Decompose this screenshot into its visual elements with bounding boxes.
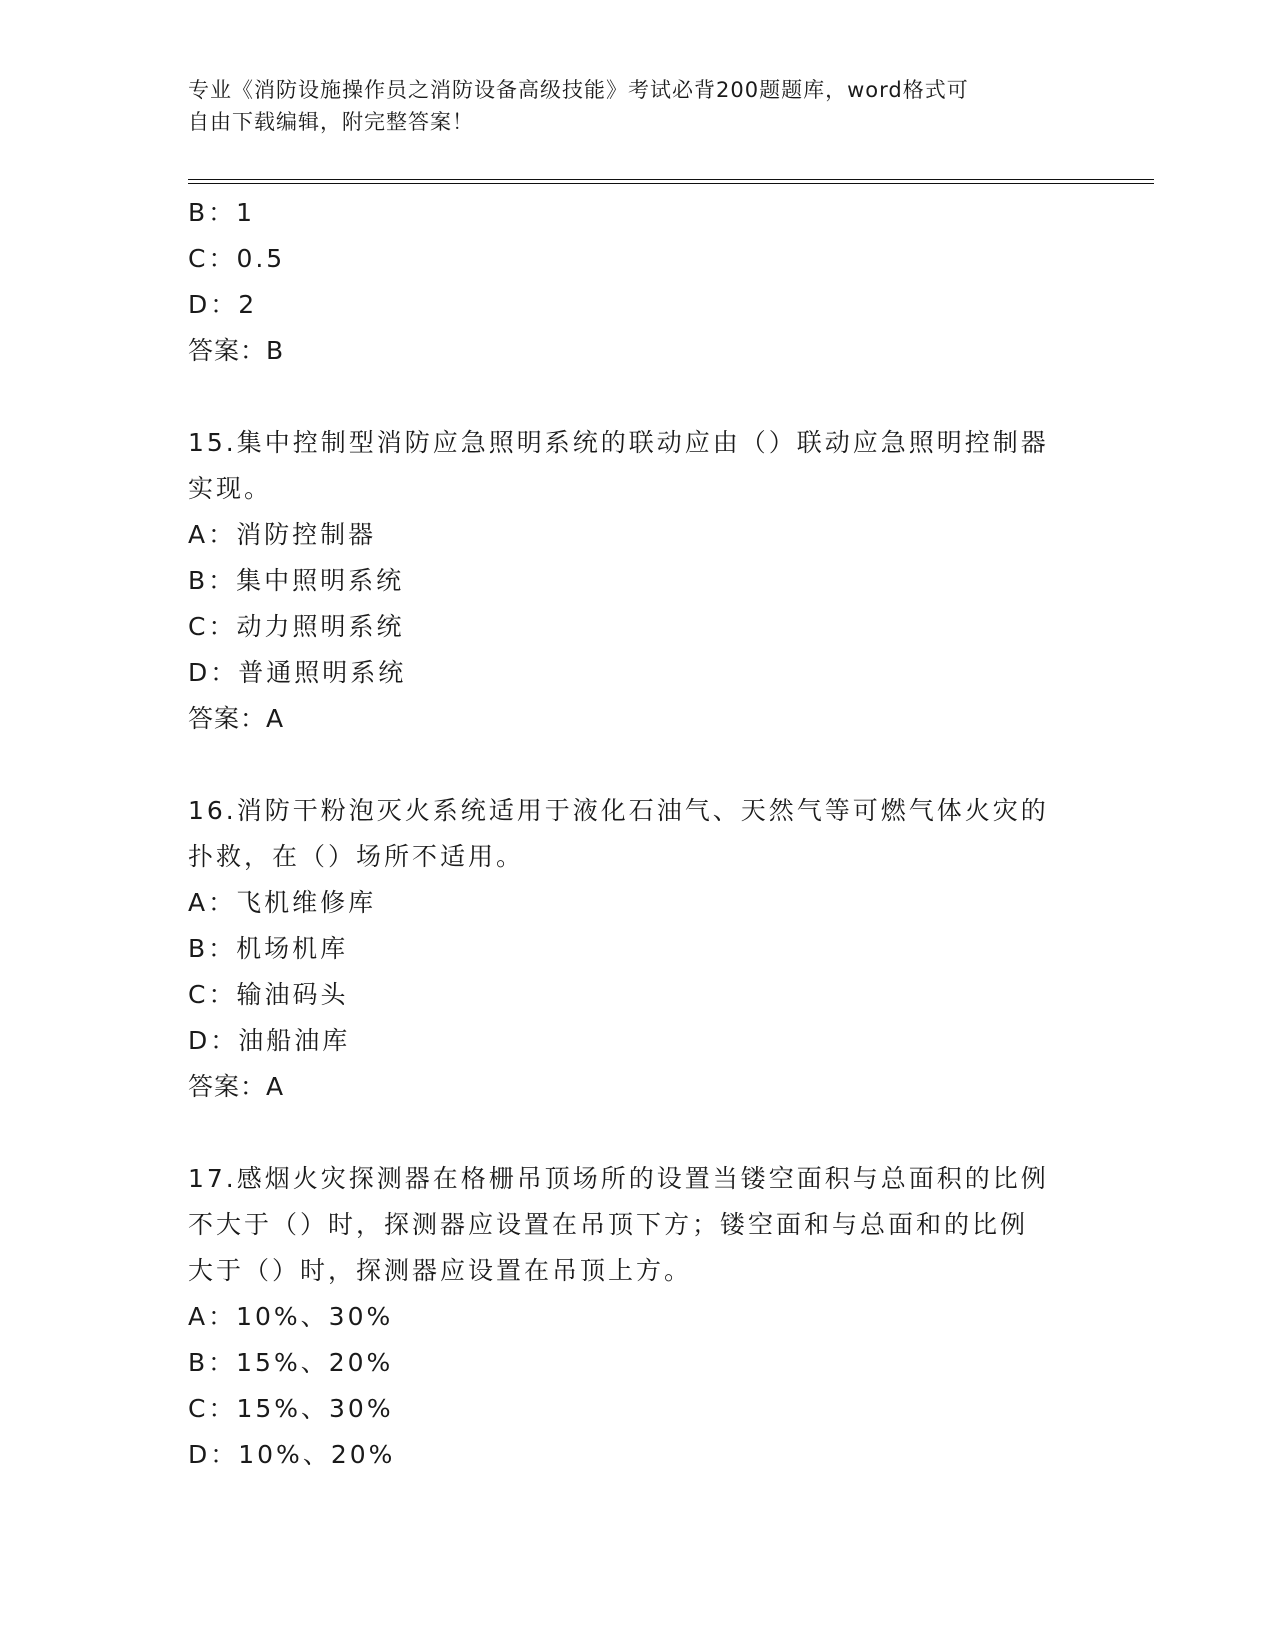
header-divider-bottom [188,183,1154,184]
option-b: B：机场机库 [188,934,349,963]
option-a: A：10%、30% [188,1302,394,1331]
option-d: D：10%、20% [188,1440,396,1469]
question-16 [188,788,1088,1110]
option-a: A：消防控制器 [188,520,377,549]
option-d: D：普通照明系统 [188,658,407,687]
question-list [188,190,1088,1478]
option-c: C：15%、30% [188,1394,394,1423]
question-stem-line: 15.集中控制型消防应急照明系统的联动应由（）联动应急照明控制器 [188,428,1049,457]
question-stem-line: 实现。 [188,474,273,503]
option-c: C：0.5 [188,244,286,273]
option-c: C：输油码头 [188,980,349,1009]
option-d: D：油船油库 [188,1026,351,1055]
option-d: D：2 [188,290,258,319]
header-divider-top [188,179,1154,180]
document-header [188,74,1068,138]
header-line-2: 自由下载编辑，附完整答案！ [188,110,474,134]
question-stem-line: 不大于（）时，探测器应设置在吊顶下方；镂空面和与总面和的比例 [188,1210,1029,1239]
option-b: B：15%、20% [188,1348,394,1377]
option-c: C：动力照明系统 [188,612,405,641]
answer-line: 答案：A [188,1072,285,1101]
question-15 [188,420,1088,742]
question-stem-line: 扑救，在（）场所不适用。 [188,842,525,871]
answer-line: 答案：A [188,704,285,733]
question-17 [188,1156,1088,1478]
answer-line: 答案：B [188,336,285,365]
previous-question-tail [188,190,1088,374]
question-stem-line: 17.感烟火灾探测器在格栅吊顶场所的设置当镂空面积与总面积的比例 [188,1164,1049,1193]
question-stem-line: 大于（）时，探测器应设置在吊顶上方。 [188,1256,693,1285]
question-stem-line: 16.消防干粉泡灭火系统适用于液化石油气、天然气等可燃气体火灾的 [188,796,1049,825]
option-a: A：飞机维修库 [188,888,377,917]
header-line-1: 专业《消防设施操作员之消防设备高级技能》考试必背200题题库，word格式可 [188,78,969,102]
option-b: B：集中照明系统 [188,566,405,595]
option-b: B：1 [188,198,256,227]
